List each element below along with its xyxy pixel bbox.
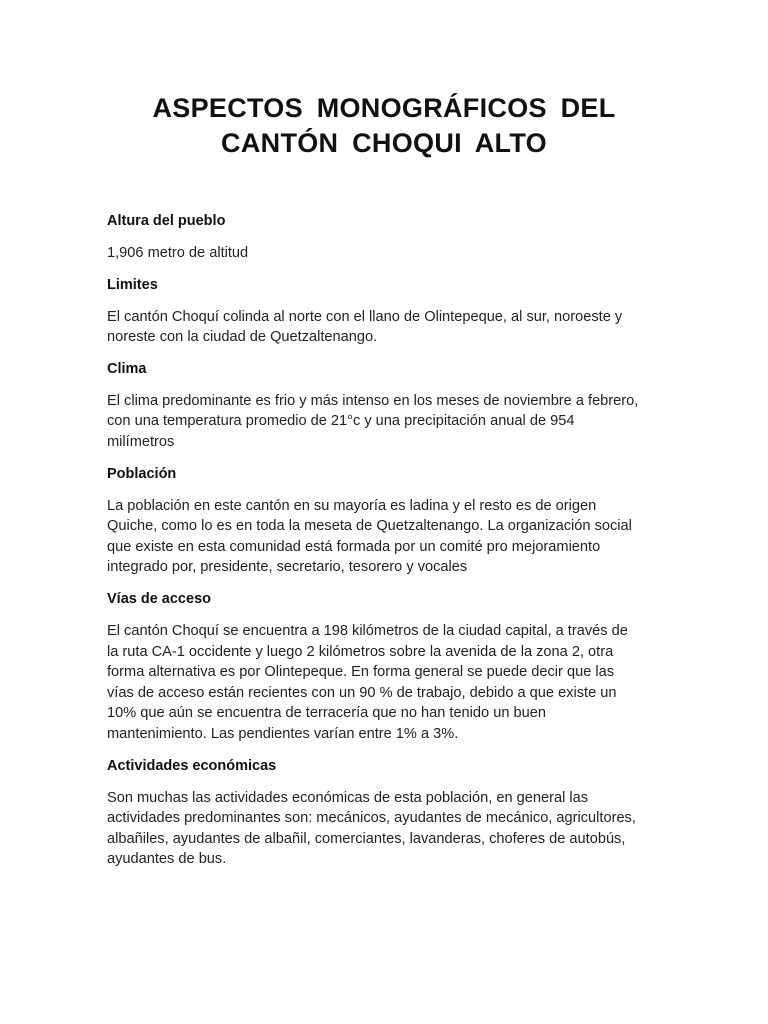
paragraph-line: El clima predominante es frio y más intenso en los meses de noviembre a febrero, [107, 392, 639, 409]
paragraph-line: 10% que aún se encuentra de terracería que no han tenido un buen [107, 705, 546, 722]
section [107, 463, 667, 588]
title-line: ASPECTOS MONOGRÁFICOS DEL [152, 93, 616, 123]
section-paragraph [107, 391, 667, 453]
paragraph-line: Son muchas las actividades económicas de esta población, en general las [107, 789, 589, 806]
section-heading: Clima [107, 360, 147, 377]
paragraph-line: albañiles, ayudantes de albañil, comerciantes, lavanderas, choferes de autobús, [107, 830, 626, 847]
section-heading: Actividades económicas [107, 757, 277, 774]
section-paragraph [107, 496, 667, 578]
section-heading: Vías de acceso [107, 590, 211, 607]
paragraph-line: integrado por, presidente, secretario, tesorero y vocales [107, 559, 468, 576]
section [107, 358, 667, 463]
paragraph-line: forma alternativa es por Olintepeque. En forma general se puede decir que las [107, 664, 615, 681]
section [107, 274, 667, 358]
paragraph-line: noreste con la ciudad de Quetzaltenango. [107, 329, 378, 346]
document-body [107, 210, 667, 870]
paragraph-line: con una temperatura promedio de 21°c y una precipitación anual de 954 [107, 413, 575, 430]
title-line: CANTÓN CHOQUI ALTO [221, 128, 547, 158]
section [107, 755, 667, 870]
paragraph-line: El cantón Choquí colinda al norte con el llano de Olintepeque, al sur, noroeste y [107, 308, 623, 325]
paragraph-line: que existe en esta comunidad está formada por un comité pro mejoramiento [107, 538, 601, 555]
paragraph-line: El cantón Choquí se encuentra a 198 kilómetros de la ciudad capital, a través de [107, 622, 628, 639]
paragraph-line: milímetros [107, 433, 175, 450]
section-heading: Altura del pueblo [107, 213, 226, 229]
paragraph-line: la ruta CA-1 occidente y luego 2 kilómetros sobre la avenida de la zona 2, otra [107, 643, 614, 660]
paragraph-line: vías de acceso están recientes con un 90 % de trabajo, debido a que existe un [107, 684, 617, 701]
section-paragraph [107, 621, 667, 745]
section-paragraph [107, 788, 667, 870]
section-heading: Limites [107, 276, 158, 293]
section-paragraph [107, 307, 667, 348]
paragraph-line: actividades predominantes son: mecánicos, ayudantes de mecánico, agricultores, [107, 810, 636, 827]
document-title [0, 91, 768, 161]
paragraph-line: Quiche, como lo es en toda la meseta de Quetzaltenango. La organización social [107, 518, 632, 535]
paragraph-line: 1,906 metro de altitud [107, 245, 249, 261]
section [107, 210, 667, 274]
paragraph-line: mantenimiento. Las pendientes varían entre 1% a 3%. [107, 725, 459, 742]
paragraph-line: ayudantes de bus. [107, 851, 227, 868]
section-paragraph [107, 243, 667, 264]
section-heading: Población [107, 465, 177, 482]
section [107, 588, 667, 755]
paragraph-line: La población en este cantón en su mayoría es ladina y el resto es de origen [107, 497, 597, 514]
